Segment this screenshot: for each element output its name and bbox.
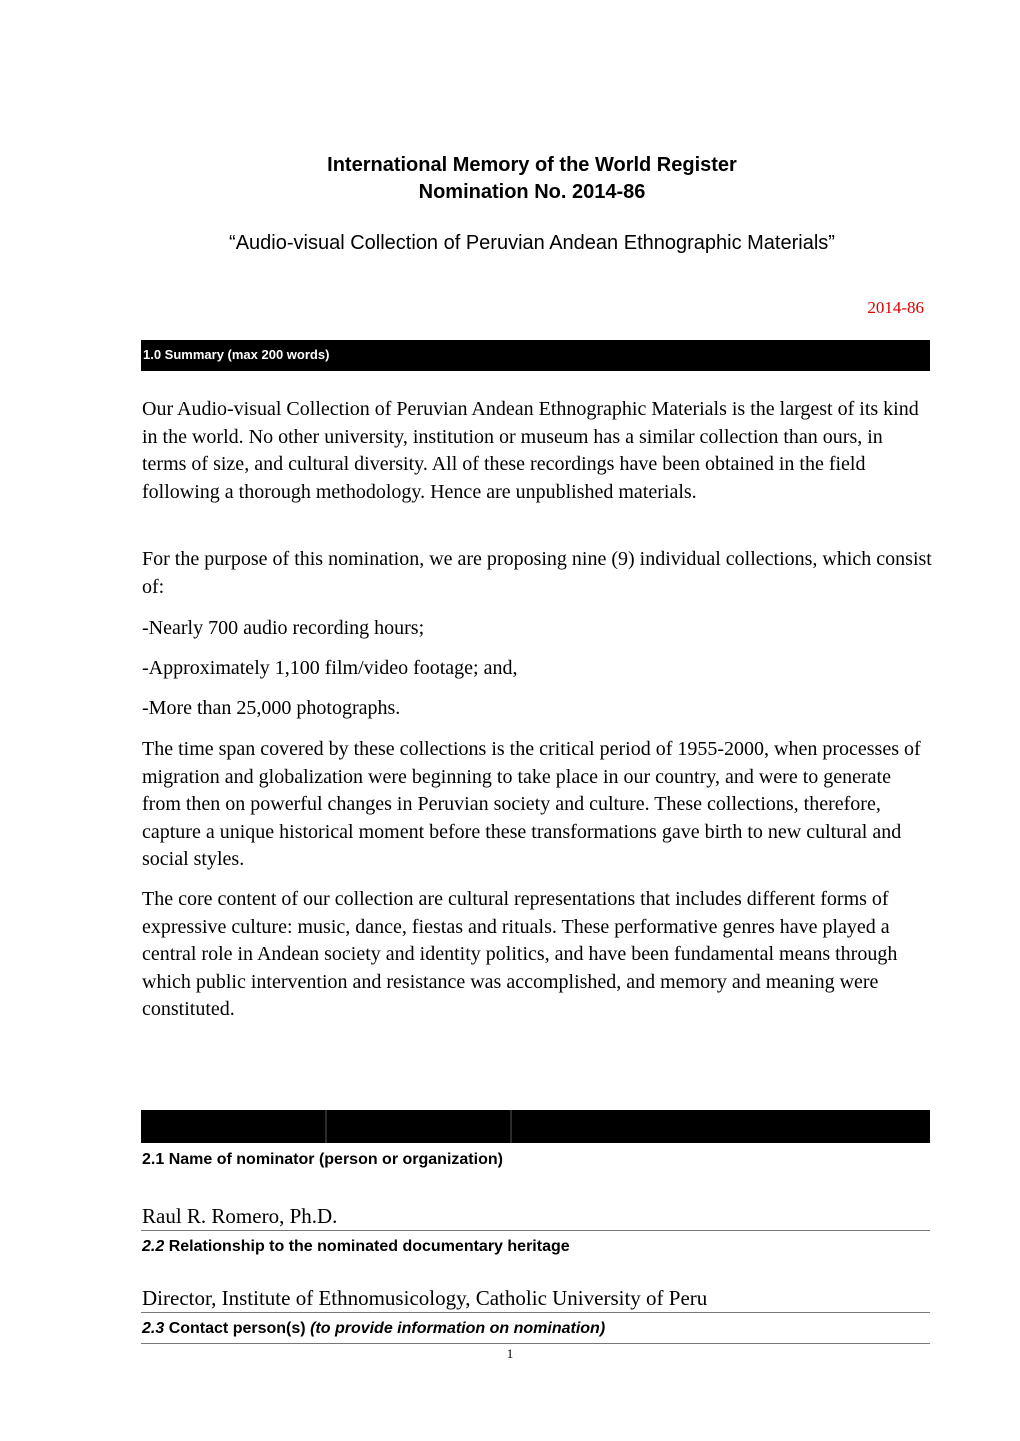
summary-list-item: -Approximately 1,100 film/video footage; and, bbox=[142, 657, 518, 679]
summary-paragraph: The time span covered by these collections is the critical period of 1955-2000, when processes of migration and globalization were beginning to take place in our country, and were to generate from then on powerful changes in Peruvian society and culture. These collections, therefore, capture a unique historical moment before these transformations gave birth to new cultural and social styles. bbox=[142, 738, 921, 870]
nominator-value: Raul R. Romero, Ph.D. bbox=[142, 1204, 338, 1228]
collection-title: “Audio-visual Collection of Peruvian Andean Ethnographic Materials” bbox=[229, 232, 835, 254]
nominator-label: 2.1 Name of nominator (person or organization) bbox=[142, 1151, 503, 1168]
summary-paragraph: The core content of our collection are cultural representations that includes different forms of expressive culture: music, dance, fiestas and rituals. These performative genres have played a central role in Andean society and identity politics, and have been fundamental means through which public intervention and resistance was accomplished, and memory and meaning were constituted. bbox=[142, 888, 898, 1020]
section-2-heading-bar bbox=[141, 1110, 930, 1143]
document-title: International Memory of the World Register bbox=[327, 154, 737, 176]
relationship-value: Director, Institute of Ethnomusicology, Catholic University of Peru bbox=[142, 1286, 708, 1310]
summary-paragraph: Our Audio-visual Collection of Peruvian Andean Ethnographic Materials is the largest of its kind in the world. No other university, institution or museum has a similar collection than ours, in terms of size, and cultural diversity. All of these recordings have been obtained in the field following a thorough methodology. Hence are unpublished materials. bbox=[142, 398, 919, 503]
nomination-number: Nomination No. 2014-86 bbox=[418, 181, 646, 203]
page-number: 1 bbox=[506, 1346, 514, 1361]
summary-list-item: -More than 25,000 photographs. bbox=[142, 697, 401, 719]
divider bbox=[141, 1230, 930, 1231]
divider bbox=[141, 1312, 930, 1313]
divider bbox=[141, 1343, 930, 1344]
summary-heading-bar bbox=[141, 340, 930, 371]
reference-number: 2014-86 bbox=[867, 298, 924, 317]
summary-heading: 1.0 Summary (max 200 words) bbox=[143, 347, 330, 362]
contact-label: 2.3 Contact person(s) (to provide information on nomination) bbox=[142, 1320, 606, 1337]
summary-list-item: -Nearly 700 audio recording hours; bbox=[142, 617, 425, 639]
summary-paragraph: For the purpose of this nomination, we are proposing nine (9) individual collections, which consist of: bbox=[142, 548, 932, 598]
relationship-label: 2.2 Relationship to the nominated documentary heritage bbox=[142, 1238, 570, 1255]
table-divider bbox=[510, 1110, 512, 1143]
table-divider bbox=[325, 1110, 327, 1143]
